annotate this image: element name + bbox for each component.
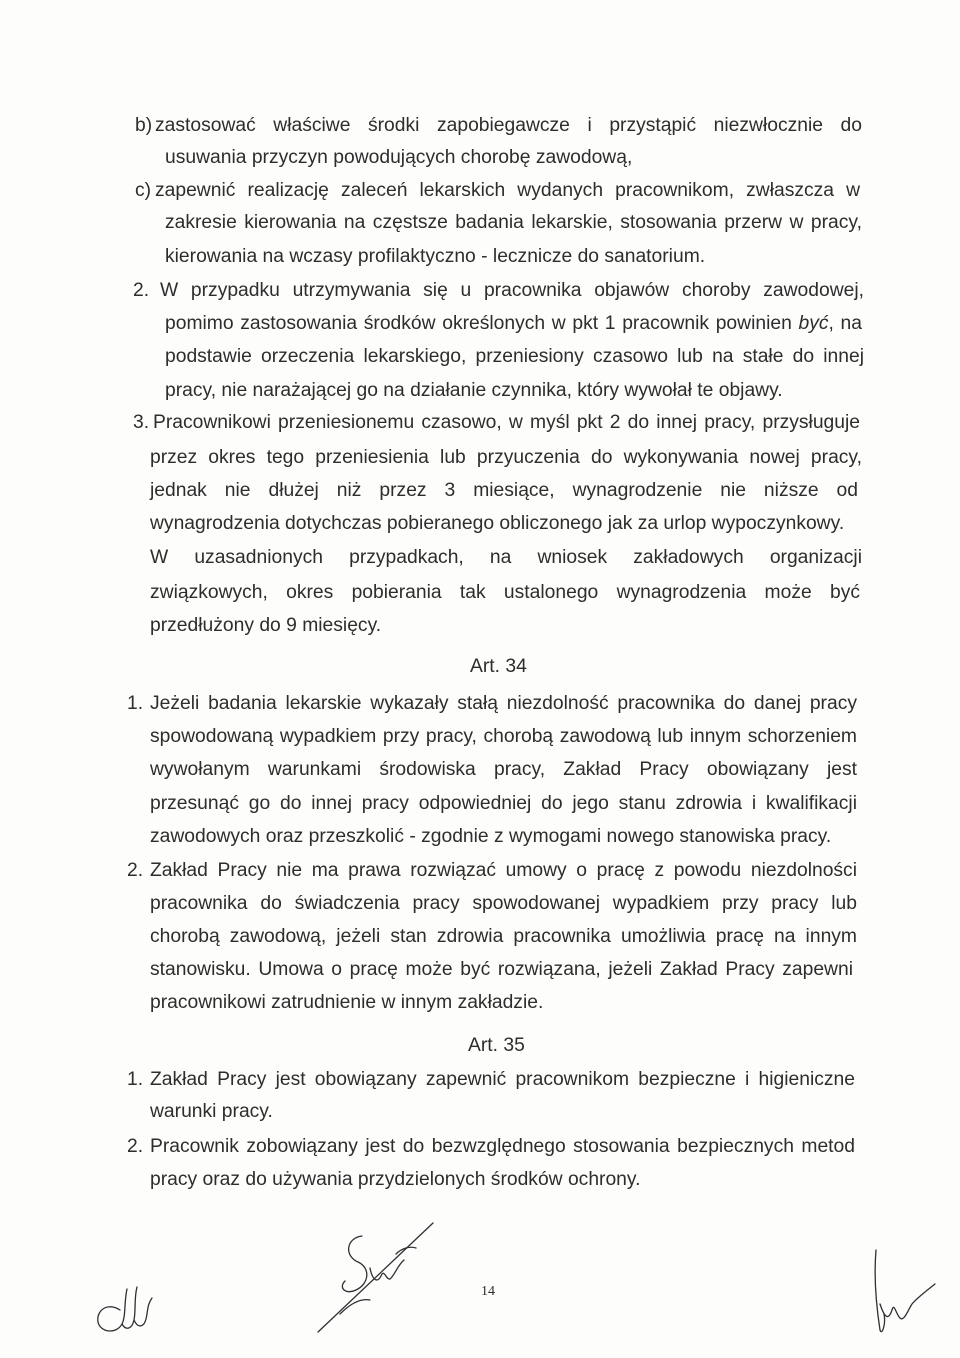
- paragraph-line: zapewnić realizację zaleceń lekarskich wydanych pracownikom, zwłaszcza w: [155, 180, 860, 201]
- point-number: 2.: [127, 860, 144, 881]
- list-marker: b): [135, 115, 153, 136]
- paragraph-line: pracownika do świadczenia pracy spowodowanej wypadkiem przy pracy lub: [150, 893, 857, 914]
- paragraph-line: przedłużony do 9 miesięcy.: [150, 615, 382, 636]
- paragraph-line: chorobą zawodową, jeżeli stan zdrowia pracownika umożliwia pracę na innym: [150, 926, 857, 947]
- paragraph-line: związkowych, okres pobierania tak ustalonego wynagrodzenia może być: [150, 582, 860, 603]
- list-marker: c): [135, 180, 152, 201]
- signature-right: [862, 1244, 942, 1339]
- emphasis-text: być: [798, 313, 829, 334]
- point-number: 2.: [133, 280, 150, 301]
- paragraph-line: pracy, nie narażającej go na działanie czynnika, który wywołał te objawy.: [165, 380, 783, 401]
- article-heading: Art. 34: [470, 656, 527, 677]
- paragraph-line: Zakład Pracy jest obowiązany zapewnić pracownikom bezpieczne i higieniczne: [150, 1069, 855, 1090]
- signature-center: [310, 1218, 440, 1338]
- paragraph-line: zawodowych oraz przeszkolić - zgodnie z wymogami nowego stanowiska pracy.: [150, 826, 832, 847]
- paragraph-line: stanowisku. Umowa o pracę może być rozwiązana, jeżeli Zakład Pracy zapewni: [150, 959, 853, 980]
- paragraph-line: podstawie orzeczenia lekarskiego, przeniesiony czasowo lub na stałe do innej: [165, 346, 864, 367]
- paragraph-line: [165, 312, 862, 336]
- paragraph-line: pracy oraz do używania przydzielonych środków ochrony.: [150, 1169, 641, 1190]
- paragraph-line: przez okres tego przeniesienia lub przyuczenia do wykonywania nowej pracy,: [150, 447, 862, 468]
- paragraph-line: Zakład Pracy nie ma prawa rozwiązać umowy o pracę z powodu niezdolności: [150, 860, 857, 881]
- paragraph-line: jednak nie dłużej niż przez 3 miesiące, wynagrodzenie nie niższe od: [150, 480, 858, 501]
- paragraph-line: warunki pracy.: [150, 1101, 273, 1122]
- paragraph-line: W uzasadnionych przypadkach, na wniosek zakładowych organizacji: [150, 547, 862, 568]
- point-number: 3.: [133, 412, 150, 433]
- point-number: 1.: [127, 1069, 144, 1090]
- point-number: 1.: [127, 693, 144, 714]
- paragraph-line: kierowania na wczasy profilaktyczno - lecznicze do sanatorium.: [165, 246, 706, 267]
- article-heading: Art. 35: [468, 1035, 525, 1056]
- paragraph-line: Jeżeli badania lekarskie wykazały stałą niezdolność pracownika do danej pracy: [150, 693, 857, 714]
- paragraph-line: W przypadku utrzymywania się u pracownika objawów choroby zawodowej,: [160, 280, 864, 301]
- paragraph-line: pracownikowi zatrudnienie w innym zakładzie.: [150, 992, 544, 1013]
- paragraph-line: wywołanym warunkami środowiska pracy, Zakład Pracy obowiązany jest: [150, 759, 857, 780]
- page-number: 14: [481, 1284, 495, 1299]
- paragraph-line: zastosować właściwe środki zapobiegawcze i przystąpić niezwłocznie do: [155, 115, 862, 136]
- line-text: , na: [828, 313, 862, 334]
- signature-left: [90, 1280, 160, 1342]
- paragraph-line: przesunąć go do innej pracy odpowiedniej do jego stanu zdrowia i kwalifikacji: [150, 793, 857, 814]
- paragraph-line: zakresie kierowania na częstsze badania lekarskie, stosowania przerw w pracy,: [165, 212, 862, 233]
- paragraph-line: usuwania przyczyn powodujących chorobę zawodową,: [165, 147, 633, 168]
- paragraph-line: Pracownikowi przeniesionemu czasowo, w myśl pkt 2 do innej pracy, przysługuje: [153, 412, 860, 433]
- paragraph-line: wynagrodzenia dotychczas pobieranego obliczonego jak za urlop wypoczynkowy.: [150, 513, 845, 534]
- point-number: 2.: [127, 1136, 144, 1157]
- paragraph-line: spowodowaną wypadkiem przy pracy, chorobą zawodową lub innym schorzeniem: [150, 726, 857, 747]
- paragraph-line: Pracownik zobowiązany jest do bezwzględnego stosowania bezpiecznych metod: [150, 1136, 855, 1157]
- line-text: pomimo zastosowania środków określonych w pkt 1 pracownik powinien: [165, 313, 792, 334]
